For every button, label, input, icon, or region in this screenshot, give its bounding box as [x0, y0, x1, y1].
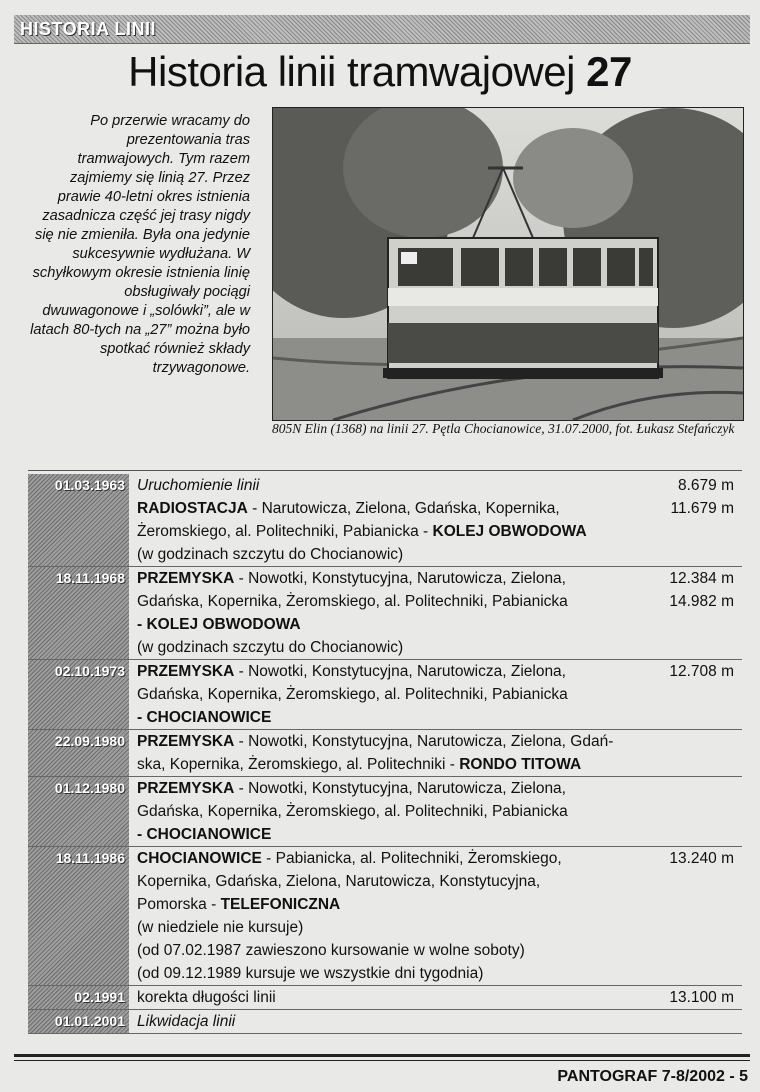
- history-row: [28, 847, 742, 986]
- route-lengths: [669, 986, 734, 1009]
- date-cell: [28, 1010, 129, 1033]
- date-cell: [28, 777, 129, 846]
- route-text: TELEFONICZNA: [220, 896, 341, 913]
- route-text: RADIOSTACJA: [137, 500, 248, 517]
- date-cell: [28, 567, 129, 659]
- footer-rule: [14, 1054, 750, 1057]
- table-top-rule: [28, 470, 742, 471]
- history-row: [28, 730, 742, 777]
- route-line: [137, 497, 643, 520]
- history-date: 02.10.1973: [54, 663, 125, 679]
- history-row: [28, 474, 742, 567]
- route-text: PRZEMYSKA: [137, 663, 235, 680]
- date-cell: [28, 986, 129, 1009]
- route-text: PRZEMYSKA: [137, 733, 235, 750]
- route-text: (w godzinach szczytu do Chocianowic): [137, 546, 404, 563]
- route-line: [137, 870, 643, 893]
- article-title: [0, 46, 760, 98]
- route-line: [137, 660, 643, 683]
- route-line: [137, 474, 643, 497]
- route-text: Pomorska -: [137, 896, 221, 913]
- history-date: 01.12.1980: [54, 780, 125, 796]
- footer-rule-thin: [14, 1060, 750, 1061]
- route-description: [137, 777, 643, 846]
- route-length: 12.384 m: [669, 570, 734, 587]
- route-text: - Nowotki, Konstytucyjna, Narutowicza, Zielona,: [234, 570, 566, 587]
- history-date: 02.1991: [74, 989, 125, 1005]
- route-text: korekta długości linii: [137, 989, 276, 1006]
- route-description: [137, 730, 643, 776]
- route-text: Kopernika, Gdańska, Zielona, Narutowicza, Konstytucyjna,: [137, 873, 541, 890]
- route-lengths: [669, 660, 734, 683]
- route-text: - KOLEJ OBWODOWA: [137, 616, 301, 633]
- route-text: - Nowotki, Konstytucyjna, Narutowicza, Zielona,: [234, 663, 566, 680]
- history-row: [28, 1010, 742, 1034]
- route-description: [137, 847, 643, 985]
- route-line: [137, 1010, 643, 1033]
- route-text: (od 09.12.1989 kursuje we wszystkie dni tygodnia): [137, 965, 484, 982]
- route-line: [137, 520, 643, 543]
- route-text: KOLEJ OBWODOWA: [432, 523, 587, 540]
- route-line: [137, 730, 643, 753]
- route-text: - Narutowicza, Zielona, Gdańska, Kopernika,: [247, 500, 560, 517]
- route-text: (w niedziele nie kursuje): [137, 919, 304, 936]
- date-cell: [28, 474, 129, 566]
- history-date: 18.11.1986: [55, 850, 125, 866]
- route-description: [137, 986, 643, 1009]
- route-line: [137, 753, 643, 776]
- photo-caption: 805N Elin (1368) na linii 27. Pętla Chocianowice, 31.07.2000, fot. Łukasz Stefańczyk: [272, 421, 735, 436]
- route-line: [137, 847, 643, 870]
- route-line: [137, 590, 643, 613]
- route-line: [137, 706, 643, 729]
- route-text: ska, Kopernika, Żeromskiego, al. Politechniki -: [137, 756, 460, 773]
- route-text: CHOCIANOWICE: [137, 850, 262, 867]
- route-text: - Nowotki, Konstytucyjna, Narutowicza, Zielona, Gdań-: [234, 733, 614, 750]
- route-line: [137, 777, 643, 800]
- history-row: [28, 777, 742, 847]
- date-cell: [28, 730, 129, 776]
- article-title-number: 27: [586, 48, 632, 95]
- route-line: [137, 916, 643, 939]
- intro-paragraph: Po przerwie wracamy do prezentowania tras tramwajowych. Tym razem zajmiemy się linią 27. Przez prawie 40-letni okres istnienia zasadnicza część jej trasy nigdy się nie zmieniła. Była ona jedynie sukcesywnie wydłużana. W schyłkowym okresie istnienia linię obsługiwały pociągi dwuwagonowe i „solówki”, ale w latach 80-tych na „27” można było spotkać również składy trzywagonowe.: [30, 113, 250, 376]
- route-text: (w godzinach szczytu do Chocianowic): [137, 639, 404, 656]
- date-cell: [28, 847, 129, 985]
- history-date: 01.03.1963: [54, 477, 125, 493]
- history-date: 18.11.1968: [55, 570, 125, 586]
- history-row: [28, 986, 742, 1010]
- route-text: Gdańska, Kopernika, Żeromskiego, al. Politechniki, Pabianicka: [137, 803, 568, 820]
- route-length: 14.982 m: [669, 593, 734, 610]
- route-line: [137, 543, 643, 566]
- route-text: (od 07.02.1987 zawieszono kursowanie w wolne soboty): [137, 942, 525, 959]
- route-line: [137, 962, 643, 985]
- route-description: [137, 660, 643, 729]
- route-line: [137, 823, 643, 846]
- section-label: HISTORIA LINII: [20, 19, 157, 39]
- route-line: [137, 893, 643, 916]
- section-header-bar: [14, 15, 750, 44]
- route-description: [137, 1010, 643, 1033]
- tram-photo: [272, 107, 744, 421]
- date-cell: [28, 660, 129, 729]
- route-line: [137, 986, 643, 1009]
- article-title-text: Historia linii tramwajowej: [128, 48, 575, 95]
- route-description: [137, 474, 643, 566]
- route-text: - CHOCIANOWICE: [137, 826, 272, 843]
- route-text: PRZEMYSKA: [137, 780, 235, 797]
- route-description: [137, 567, 643, 659]
- route-length: 8.679 m: [677, 477, 734, 494]
- route-length: 13.240 m: [669, 850, 734, 867]
- route-lengths: [671, 474, 734, 520]
- route-line: [137, 613, 643, 636]
- route-text: Uruchomienie linii: [137, 477, 260, 494]
- route-line: [137, 800, 643, 823]
- route-text: Żeromskiego, al. Politechniki, Pabianicka -: [137, 523, 433, 540]
- history-row: [28, 567, 742, 660]
- route-text: Gdańska, Kopernika, Żeromskiego, al. Politechniki, Pabianicka: [137, 593, 568, 610]
- route-text: - Pabianicka, al. Politechniki, Żeromskiego,: [261, 850, 562, 867]
- route-length: 12.708 m: [669, 663, 734, 680]
- route-text: - CHOCIANOWICE: [137, 709, 272, 726]
- line-history-table: [28, 474, 742, 1034]
- route-text: Likwidacja linii: [137, 1013, 236, 1030]
- route-line: [137, 567, 643, 590]
- route-text: - Nowotki, Konstytucyjna, Narutowicza, Zielona,: [234, 780, 566, 797]
- route-lengths: [669, 847, 734, 870]
- route-length: 11.679 m: [670, 500, 734, 517]
- route-text: PRZEMYSKA: [137, 570, 235, 587]
- route-length: 13.100 m: [669, 989, 734, 1006]
- route-text: Gdańska, Kopernika, Żeromskiego, al. Politechniki, Pabianicka: [137, 686, 568, 703]
- route-lengths: [669, 567, 734, 613]
- history-date: 01.01.2001: [54, 1013, 125, 1029]
- route-line: [137, 683, 643, 706]
- tram-photo-illustration: [273, 108, 743, 420]
- route-text: RONDO TITOWA: [459, 756, 582, 773]
- history-row: [28, 660, 742, 730]
- route-line: [137, 636, 643, 659]
- history-date: 22.09.1980: [54, 733, 125, 749]
- page-footer: PANTOGRAF 7-8/2002 - 5: [557, 1068, 748, 1085]
- route-line: [137, 939, 643, 962]
